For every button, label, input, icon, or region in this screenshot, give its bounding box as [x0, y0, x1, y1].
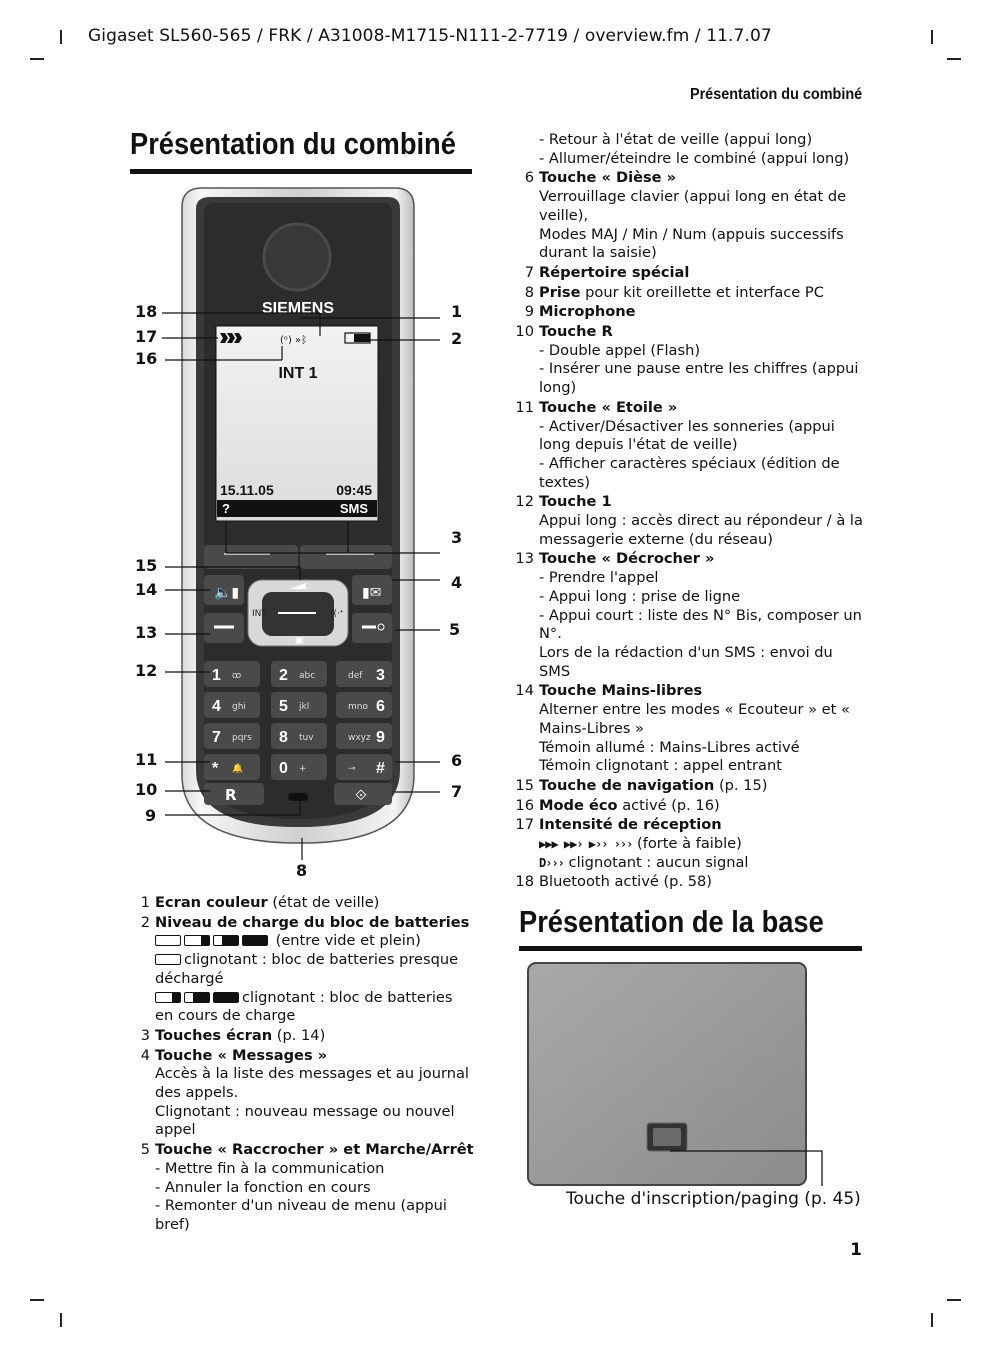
keypad-key-label: 9	[376, 729, 385, 746]
screen-int-line: INT 1	[278, 365, 318, 382]
callout-16: 16	[135, 349, 158, 368]
keypad-key-sublabel: ꝏ	[232, 671, 242, 681]
battery-levels-icon	[155, 932, 271, 949]
keypad-key-sublabel: pqrs	[232, 733, 252, 743]
callout-12: 12	[135, 661, 158, 680]
list-item: 9 Microphone	[524, 303, 636, 321]
list-item: 10 Touche R - Double appel (Flash) - Insérer une pause entre les chiffres (appui long)	[515, 323, 859, 397]
list-item: 15 Touche de navigation (p. 15)	[515, 776, 768, 794]
svg-text:▮✉: ▮✉	[362, 585, 382, 601]
signal-levels-icon: ▶▶▶ ▶▶› ▶›› ›››	[539, 837, 633, 852]
keypad-key-sublabel: ⊸	[348, 764, 356, 774]
callout-14: 14	[135, 580, 158, 599]
handset-legend-right: - Retour à l'état de veille (appui long) - Allumer/éteindre le combiné (appui long) 6 Touche « Dièse » Verrouillage clavier (appui long en état de veille), Modes MAJ / Min / Num (appuis successifs durant la saisie) 7 Répertoire spécial 8 Prise pour kit oreillette et interface PC 9 Microphone 10 Touche R - Double appel (Flash) - Insérer une pause entre les chiffres (appui long) 11 Touche « Etoile » - Activer/Désactiver les sonneries (appui long depuis l'état de veille) - Afficher caractères spéciaux (édition de textes) 12 Touche 1 Appui long : accès direct au répondeur / à la messagerie externe (du réseau) 13 Touche « Décrocher » - Prendre l'appel - Appui long : prise de ligne - Appui court : liste des N° Bis, composer un N°. Lors de la rédaction d'un SMS : envoi du SMS 14 Touche Mains-libres Alterner entre les modes « Ecouteur » et « Mains-Libres » Témoin allumé : Mains-Libres activé Témoin clignotant : appel entrant 15 Touche de navigation (p. 15) 16 Mode éco activé (p. 16) 17 Intensité de réception ▶▶▶ ▶▶› ▶›› ››› (forte à faible) D››› clignotant : aucun signal 18 Bluetooth activé (p. 58)	[515, 131, 863, 891]
callout-13: 13	[135, 623, 158, 642]
base-station-illustration	[520, 958, 840, 1193]
callout-5: 5	[449, 620, 461, 639]
list-item: 8 Prise pour kit oreillette et interface PC	[524, 283, 824, 301]
list-item: 17 Intensité de réception ▶▶▶ ▶▶› ▶›› ››› (forte à faible) D››› clignotant : aucun signal	[515, 816, 749, 871]
keypad-key-sublabel: ghi	[232, 702, 246, 712]
svg-text:🔈▮: 🔈▮	[214, 585, 240, 601]
list-item: 2 Niveau de charge du bloc de batteries (entre vide et plein) clignotant : bloc de batteries presque déchargé clignotant : bloc de batteries en cours de charge	[140, 913, 470, 1025]
callout-9: 9	[145, 806, 157, 825]
bluetooth-icon: »ᛒ	[295, 335, 308, 346]
callout-11: 11	[135, 750, 158, 769]
callout-8: 8	[296, 861, 308, 880]
list-item: 5 Touche « Raccrocher » et Marche/Arrêt - Mettre fin à la communication - Annuler la fonction en cours - Remonter d'un niveau de menu (appui bref)	[140, 1141, 474, 1233]
keypad-key-sublabel: mno	[348, 702, 368, 712]
keypad-key-label: 2	[279, 667, 288, 684]
callout-15: 15	[135, 556, 158, 575]
list-item: 14 Touche Mains-libres Alterner entre les modes « Ecouteur » et « Mains-Libres » Témoin allumé : Mains-Libres activé Témoin clignotant : appel entrant	[515, 682, 850, 775]
keypad-key-label: 3	[376, 667, 385, 684]
keypad-key-label: *	[212, 760, 219, 777]
keypad-key-label: 7	[212, 729, 221, 746]
keypad-key-sublabel: 🔔	[232, 764, 244, 774]
keypad-key-sublabel: jkl	[299, 702, 310, 712]
document-reference: Gigaset SL560-565 / FRK / A31008-M1715-N111-2-7719 / overview.fm / 11.7.07	[88, 26, 772, 46]
page-number: 1	[850, 1240, 862, 1260]
running-head: Présentation du combiné	[689, 86, 862, 103]
title-rule	[519, 946, 862, 951]
callout-18: 18	[135, 302, 158, 321]
int-label: INT	[252, 609, 267, 619]
keypad-key-sublabel: def	[348, 671, 363, 681]
callout-2: 2	[451, 329, 463, 348]
keypad-key-sublabel: wxyz	[348, 733, 371, 743]
brand-logo: SIEMENS	[261, 300, 335, 317]
list-item: 3 Touches écran (p. 14)	[140, 1026, 326, 1044]
callout-1: 1	[451, 302, 463, 321]
svg-text:⟐: ⟐	[355, 786, 367, 804]
list-item: 1 Ecran couleur (état de veille)	[140, 894, 380, 911]
screen-time: 09:45	[336, 482, 372, 498]
callout-10: 10	[135, 780, 158, 799]
list-item: 12 Touche 1 Appui long : accès direct au répondeur / à la messagerie externe (du réseau)	[515, 493, 863, 548]
callout-3: 3	[451, 528, 463, 547]
keypad-key-label: #	[376, 760, 385, 777]
list-item: 13 Touche « Décrocher » - Prendre l'appel - Appui long : prise de ligne - Appui court : liste des N° Bis, composer un N°. Lors de la rédaction d'un SMS : envoi du SMS	[515, 550, 862, 680]
base-caption: Touche d'inscription/paging (p. 45)	[566, 1189, 861, 1209]
list-item: 4 Touche « Messages » Accès à la liste des messages et au journal des appels. Clignotant : nouveau message ou nouvel appel	[140, 1046, 469, 1139]
callout-17: 17	[135, 327, 158, 346]
eco-mode-icon: (ᵒ)	[280, 335, 292, 346]
battery-empty-icon	[155, 954, 181, 965]
section-title-handset: Présentation du combiné	[130, 126, 456, 161]
keypad-key-sublabel: +	[299, 764, 307, 774]
callout-7: 7	[451, 782, 463, 801]
keypad-key-label: 8	[279, 729, 288, 746]
keypad-key-sublabel: tuv	[299, 733, 314, 743]
list-item: 7 Répertoire spécial	[524, 263, 690, 281]
section-title-base: Présentation de la base	[519, 904, 824, 939]
r-key-label: R	[225, 786, 237, 804]
callout-6: 6	[451, 751, 463, 770]
keypad-key-label: 6	[376, 698, 385, 715]
handset-legend-left	[130, 894, 475, 1236]
keypad-key-label: 5	[279, 698, 288, 715]
svg-text:▣: ▣	[295, 636, 304, 646]
list-item: 16 Mode éco activé (p. 16)	[515, 796, 720, 814]
keypad-key-label: 4	[212, 698, 221, 715]
keypad-key-label: 0	[279, 760, 288, 777]
keypad-key-sublabel: abc	[299, 671, 316, 681]
no-signal-icon: D›››	[539, 855, 564, 870]
svg-text:((·ᐩ: ((·ᐩ	[330, 609, 344, 619]
list-item: 6 Touche « Dièse » Verrouillage clavier (appui long en état de veille), Modes MAJ / Min / Num (appuis successifs durant la saisie)	[524, 169, 847, 262]
softkey-right-label: SMS	[339, 501, 368, 516]
list-item: 11 Touche « Etoile » - Activer/Désactiver les sonneries (appui long depuis l'état de veille) - Afficher caractères spéciaux (édition de textes)	[515, 398, 840, 491]
list-item: 18 Bluetooth activé (p. 58)	[515, 873, 712, 891]
battery-charging-icon	[155, 989, 242, 1006]
callout-4: 4	[451, 573, 463, 592]
softkey-left-label: ?	[222, 501, 230, 516]
screen-date: 15.11.05	[220, 482, 274, 498]
keypad-key-label: 1	[212, 667, 221, 684]
